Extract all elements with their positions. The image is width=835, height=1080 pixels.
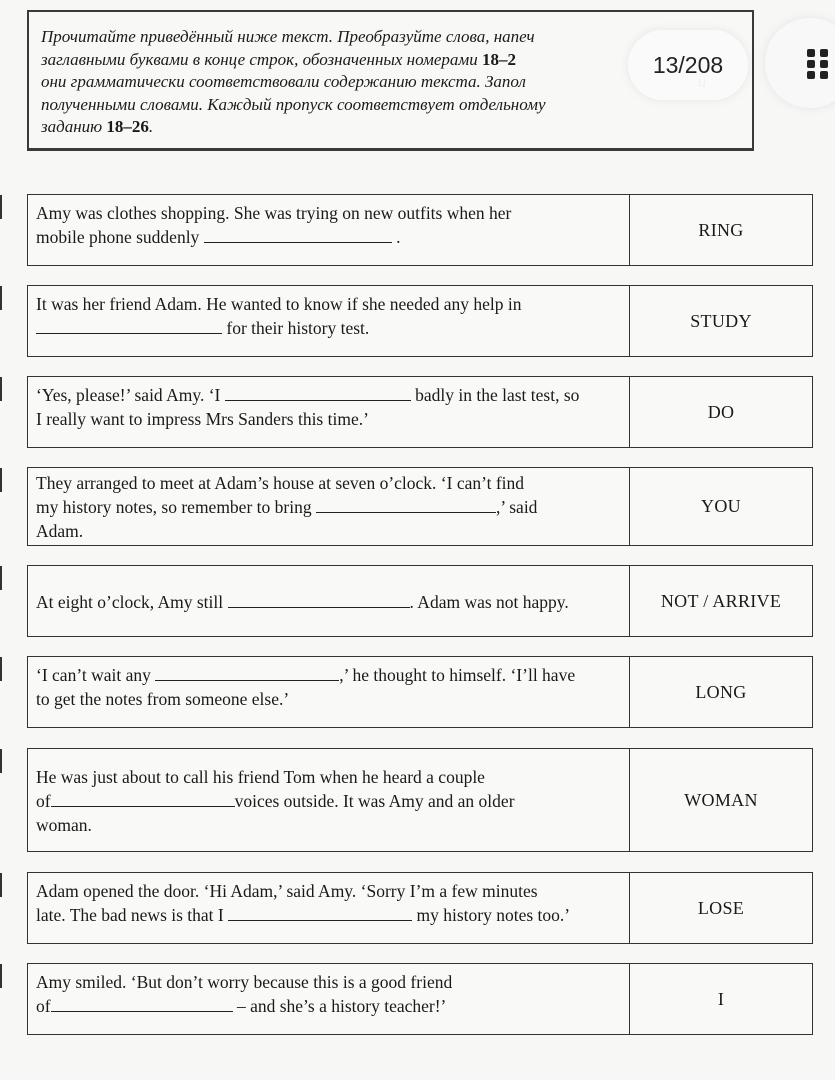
task-row-7 <box>27 748 813 852</box>
key-word: LOSE <box>697 897 745 918</box>
task-sentence: They arranged to meet at Adam’s house at seven o’clock. ‘I can’t find my history notes, so remember to bring ,’ said Adam. <box>28 468 630 545</box>
answer-blank[interactable] <box>155 664 339 681</box>
answer-blank[interactable] <box>316 496 496 513</box>
answer-blank[interactable] <box>36 317 222 334</box>
task-sentence: Adam opened the door. ‘Hi Adam,’ said Amy. ‘Sorry I’m a few minutes late. The bad news is that I my history notes too.’ <box>28 873 630 943</box>
instructions-line-5: заданию 18–26. <box>41 117 154 136</box>
grid-dots-icon <box>807 49 829 79</box>
key-word: I <box>717 988 725 1009</box>
row-marker <box>0 286 2 310</box>
task-sentence: Amy was clothes shopping. She was trying on new outfits when her mobile phone suddenly . <box>28 195 630 265</box>
instructions-line-4: полученными словами. Каждый пропуск соответствует отдельному <box>41 94 546 114</box>
row-marker <box>0 749 2 773</box>
row-marker <box>0 566 2 590</box>
task-row-5 <box>27 565 813 637</box>
key-word: RING <box>698 219 744 240</box>
task-sentence: It was her friend Adam. He wanted to know if she needed any help in for their history test. <box>28 286 630 356</box>
task-row-6 <box>27 656 813 728</box>
task-row-2 <box>27 285 813 357</box>
answer-blank[interactable] <box>51 790 235 807</box>
instructions-line-2: заглавными буквами в конце строк, обозначенных номерами 18–2 <box>41 49 516 69</box>
task-sentence: At eight o’clock, Amy still . Adam was not happy. <box>28 566 630 636</box>
answer-blank[interactable] <box>228 904 412 921</box>
row-marker <box>0 377 2 401</box>
key-word: WOMAN <box>684 789 758 810</box>
task-row-1 <box>27 194 813 266</box>
menu-button[interactable] <box>765 18 835 108</box>
page-counter: 13/208 <box>628 30 748 100</box>
row-marker <box>0 964 2 988</box>
row-marker <box>0 195 2 219</box>
instructions-line-1: Прочитайте приведённый ниже текст. Преобразуйте слова, напеч <box>41 27 535 46</box>
row-marker <box>0 468 2 492</box>
key-word: YOU <box>701 496 741 516</box>
answer-blank[interactable] <box>51 995 233 1012</box>
key-word: DO <box>707 401 735 422</box>
key-word: NOT / ARRIVE <box>660 590 782 611</box>
key-word: LONG <box>695 681 747 702</box>
row-marker <box>0 657 2 681</box>
task-row-9 <box>27 963 813 1035</box>
answer-blank[interactable] <box>228 591 410 608</box>
task-row-4 <box>27 467 813 546</box>
task-sentence: ‘Yes, please!’ said Amy. ‘I badly in the last test, so I really want to impress Mrs Sanders this time.’ <box>28 377 630 447</box>
task-sentence: He was just about to call his friend Tom when he heard a couple of voices outside. It was Amy and an older woman. <box>28 749 630 851</box>
task-sentence: ‘I can’t wait any ,’ he thought to himself. ‘I’ll have to get the notes from someone else.’ <box>28 657 630 727</box>
instructions-line-3: они грамматически соответствовали содержанию текста. Запол <box>41 72 526 91</box>
row-marker <box>0 873 2 897</box>
task-row-3 <box>27 376 813 448</box>
answer-blank[interactable] <box>225 384 411 401</box>
answer-blank[interactable] <box>204 226 392 243</box>
task-sentence: Amy smiled. ‘But don’t worry because this is a good friend of – and she’s a history teacher!’ <box>28 964 630 1034</box>
task-row-8 <box>27 872 813 944</box>
key-word: STUDY <box>690 310 752 331</box>
